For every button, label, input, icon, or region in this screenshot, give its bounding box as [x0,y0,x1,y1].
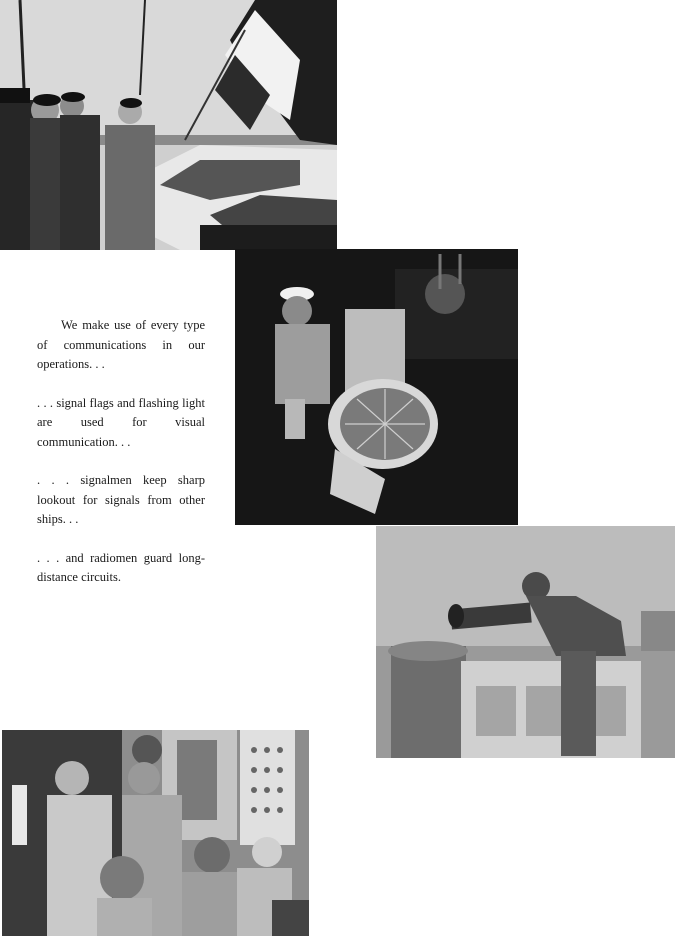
photo-radio-room [2,730,309,936]
caption-paragraph-3: . . . signalmen keep sharp lookout for signals from other ships. . . [37,473,205,526]
caption-paragraph-4: . . . and radiomen guard long-distance circuits. [37,550,205,584]
caption-paragraph-2: . . . signal flags and flashing light are used for visual communication. . . [37,395,205,449]
photo-lookout-telescope [376,526,675,758]
photo-signal-flags [0,0,337,250]
caption-text-block [37,316,205,607]
photo-lookout-telescope-image [376,526,675,758]
photo-signal-flags-image [0,0,337,250]
photo-signal-lamp [235,249,518,525]
photo-signal-lamp-image [235,249,518,525]
caption-paragraph-1: We make use of every type of communications in our operations. . . [37,318,205,371]
photo-radio-room-image [2,730,309,936]
